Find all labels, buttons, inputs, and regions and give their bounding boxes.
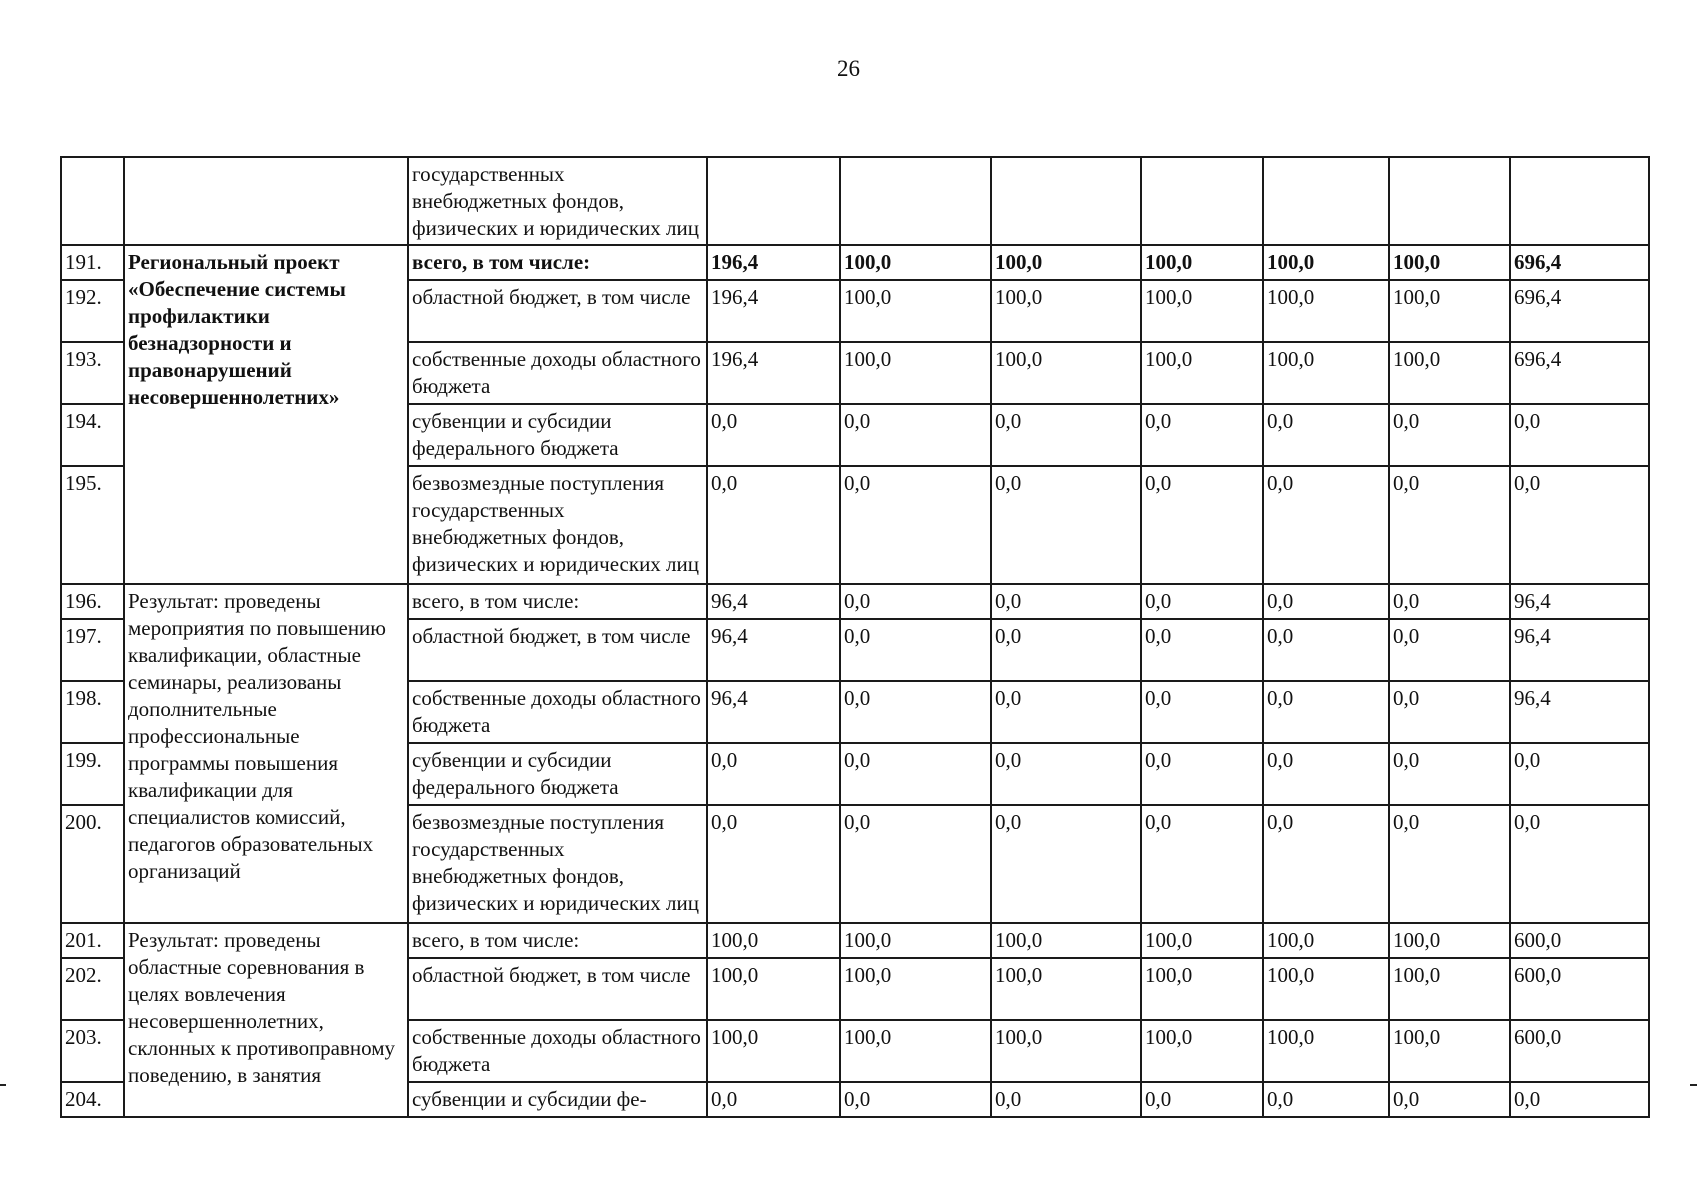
value-cell: 0,0: [1141, 805, 1263, 923]
total-value-cell: 696,4: [1510, 245, 1649, 280]
total-value-cell: 600,0: [1510, 958, 1649, 1020]
value-cell: 100,0: [991, 245, 1141, 280]
value-cell: 0,0: [840, 743, 991, 805]
funding-source-cell: безвозмездные поступления государственных внебюджетных фондов, физических и юридических лиц: [408, 805, 707, 923]
value-cell: 0,0: [840, 1082, 991, 1117]
value-cell: 100,0: [1389, 958, 1510, 1020]
value-cell: 0,0: [1263, 805, 1389, 923]
value-cell: 100,0: [1389, 280, 1510, 342]
value-cell: 0,0: [1263, 466, 1389, 584]
value-cell: 0,0: [1389, 1082, 1510, 1117]
value-cell: 196,4: [707, 342, 840, 404]
value-cell: 0,0: [840, 681, 991, 743]
value-cell: 0,0: [1141, 584, 1263, 619]
value-cell: 100,0: [991, 1020, 1141, 1082]
value-cell: 0,0: [707, 404, 840, 466]
value-cell: 0,0: [991, 743, 1141, 805]
value-cell: 0,0: [840, 466, 991, 584]
value-cell: 0,0: [1389, 466, 1510, 584]
value-cell: 0,0: [1141, 743, 1263, 805]
row-number-cell: 201.: [61, 923, 124, 958]
row-number-cell: 199.: [61, 743, 124, 805]
left-edge-mark: [0, 1084, 6, 1086]
value-cell: 100,0: [1141, 1020, 1263, 1082]
value-cell: 0,0: [1263, 404, 1389, 466]
value-cell: 100,0: [1263, 280, 1389, 342]
value-cell: 0,0: [991, 404, 1141, 466]
value-cell: 100,0: [991, 280, 1141, 342]
funding-source-cell: всего, в том числе:: [408, 584, 707, 619]
value-cell: 0,0: [707, 1082, 840, 1117]
value-cell: 100,0: [840, 958, 991, 1020]
row-number-cell: 193.: [61, 342, 124, 404]
table-row: [61, 923, 1649, 958]
value-cell: 100,0: [1389, 245, 1510, 280]
value-cell: [1141, 157, 1263, 245]
value-cell: 100,0: [1389, 923, 1510, 958]
value-cell: 100,0: [1141, 923, 1263, 958]
funding-source-cell: всего, в том числе:: [408, 923, 707, 958]
value-cell: 96,4: [707, 681, 840, 743]
right-edge-mark: [1690, 1084, 1697, 1086]
value-cell: 100,0: [840, 280, 991, 342]
value-cell: 0,0: [991, 681, 1141, 743]
value-cell: [991, 157, 1141, 245]
total-value-cell: 0,0: [1510, 805, 1649, 923]
value-cell: 0,0: [991, 805, 1141, 923]
project-name-cell: [124, 157, 408, 245]
value-cell: 100,0: [1389, 342, 1510, 404]
row-number-cell: 192.: [61, 280, 124, 342]
value-cell: [840, 157, 991, 245]
continuation-row: [61, 157, 1649, 245]
value-cell: 0,0: [991, 466, 1141, 584]
row-number-cell: 200.: [61, 805, 124, 923]
value-cell: 0,0: [991, 1082, 1141, 1117]
value-cell: 0,0: [1389, 743, 1510, 805]
value-cell: 100,0: [991, 342, 1141, 404]
total-value-cell: 696,4: [1510, 342, 1649, 404]
funding-source-cell: областной бюджет, в том числе: [408, 958, 707, 1020]
total-value-cell: 600,0: [1510, 923, 1649, 958]
row-number-cell: 204.: [61, 1082, 124, 1117]
total-value-cell: 0,0: [1510, 466, 1649, 584]
value-cell: 0,0: [1141, 681, 1263, 743]
value-cell: 100,0: [840, 1020, 991, 1082]
value-cell: 0,0: [1389, 681, 1510, 743]
funding-source-cell: собственные доходы областного бюджета: [408, 681, 707, 743]
value-cell: 0,0: [707, 743, 840, 805]
value-cell: 100,0: [1263, 958, 1389, 1020]
total-value-cell: 0,0: [1510, 743, 1649, 805]
row-number-cell: 194.: [61, 404, 124, 466]
value-cell: 100,0: [1263, 245, 1389, 280]
table-body: [61, 157, 1649, 1117]
value-cell: 0,0: [707, 466, 840, 584]
value-cell: 0,0: [991, 584, 1141, 619]
value-cell: 96,4: [707, 619, 840, 681]
value-cell: 0,0: [840, 404, 991, 466]
funding-source-cell: субвенции и субсидии федерального бюджета: [408, 404, 707, 466]
row-number-cell: 195.: [61, 466, 124, 584]
value-cell: 100,0: [840, 923, 991, 958]
value-cell: 0,0: [840, 619, 991, 681]
budget-table: [60, 156, 1650, 1118]
value-cell: 100,0: [991, 923, 1141, 958]
total-value-cell: 96,4: [1510, 681, 1649, 743]
value-cell: 100,0: [1263, 1020, 1389, 1082]
total-value-cell: 96,4: [1510, 584, 1649, 619]
funding-source-cell: государственных внебюджетных фондов, физических и юридических лиц: [408, 157, 707, 245]
value-cell: 0,0: [1141, 1082, 1263, 1117]
funding-source-cell: областной бюджет, в том числе: [408, 280, 707, 342]
value-cell: 100,0: [991, 958, 1141, 1020]
funding-source-cell: всего, в том числе:: [408, 245, 707, 280]
value-cell: [1510, 157, 1649, 245]
total-value-cell: 696,4: [1510, 280, 1649, 342]
value-cell: 0,0: [1263, 681, 1389, 743]
value-cell: 0,0: [1263, 584, 1389, 619]
value-cell: 100,0: [707, 1020, 840, 1082]
row-number-cell: 191.: [61, 245, 124, 280]
value-cell: 96,4: [707, 584, 840, 619]
row-number-cell: 203.: [61, 1020, 124, 1082]
value-cell: 0,0: [1263, 1082, 1389, 1117]
value-cell: 100,0: [707, 923, 840, 958]
funding-source-cell: безвозмездные поступления государственных внебюджетных фондов, физических и юридических лиц: [408, 466, 707, 584]
value-cell: 0,0: [840, 584, 991, 619]
value-cell: 100,0: [840, 342, 991, 404]
funding-source-cell: субвенции и субсидии фе-: [408, 1082, 707, 1117]
value-cell: 0,0: [1389, 404, 1510, 466]
value-cell: 0,0: [1389, 619, 1510, 681]
value-cell: 0,0: [1141, 466, 1263, 584]
funding-source-cell: областной бюджет, в том числе: [408, 619, 707, 681]
project-name-cell: Региональный проект «Обеспечение системы профилактики безнадзорности и правонарушений несовершеннолетних»: [124, 245, 408, 584]
page-number: 26: [837, 56, 860, 81]
value-cell: 100,0: [1263, 342, 1389, 404]
row-number-cell: 196.: [61, 584, 124, 619]
total-value-cell: 0,0: [1510, 404, 1649, 466]
total-value-cell: 0,0: [1510, 1082, 1649, 1117]
value-cell: 196,4: [707, 280, 840, 342]
value-cell: 100,0: [707, 958, 840, 1020]
value-cell: [1389, 157, 1510, 245]
row-number-cell: [61, 157, 124, 245]
value-cell: 0,0: [1389, 584, 1510, 619]
value-cell: 0,0: [1141, 619, 1263, 681]
value-cell: [1263, 157, 1389, 245]
value-cell: 100,0: [1263, 923, 1389, 958]
table-row: [61, 584, 1649, 619]
value-cell: [707, 157, 840, 245]
value-cell: 100,0: [1389, 1020, 1510, 1082]
value-cell: 100,0: [1141, 342, 1263, 404]
project-name-cell: Результат: проведены областные соревнования в целях вовлечения несовершеннолетних, склонных к противоправному поведению, в занятия: [124, 923, 408, 1117]
value-cell: 0,0: [1263, 619, 1389, 681]
total-value-cell: 96,4: [1510, 619, 1649, 681]
value-cell: 100,0: [1141, 245, 1263, 280]
project-name-cell: Результат: проведены мероприятия по повышению квалификации, областные семинары, реализованы дополнительные профессиональные программы повышения квалификации для специалистов комиссий, педагогов образовательных организаций: [124, 584, 408, 923]
funding-source-cell: собственные доходы областного бюджета: [408, 342, 707, 404]
table-row: [61, 245, 1649, 280]
row-number-cell: 198.: [61, 681, 124, 743]
value-cell: 0,0: [1263, 743, 1389, 805]
funding-source-cell: субвенции и субсидии федерального бюджета: [408, 743, 707, 805]
row-number-cell: 202.: [61, 958, 124, 1020]
value-cell: 100,0: [1141, 958, 1263, 1020]
total-value-cell: 600,0: [1510, 1020, 1649, 1082]
value-cell: 196,4: [707, 245, 840, 280]
funding-source-cell: собственные доходы областного бюджета: [408, 1020, 707, 1082]
value-cell: 0,0: [840, 805, 991, 923]
value-cell: 0,0: [991, 619, 1141, 681]
value-cell: 0,0: [707, 805, 840, 923]
value-cell: 0,0: [1389, 805, 1510, 923]
value-cell: 100,0: [1141, 280, 1263, 342]
value-cell: 0,0: [1141, 404, 1263, 466]
value-cell: 100,0: [840, 245, 991, 280]
row-number-cell: 197.: [61, 619, 124, 681]
